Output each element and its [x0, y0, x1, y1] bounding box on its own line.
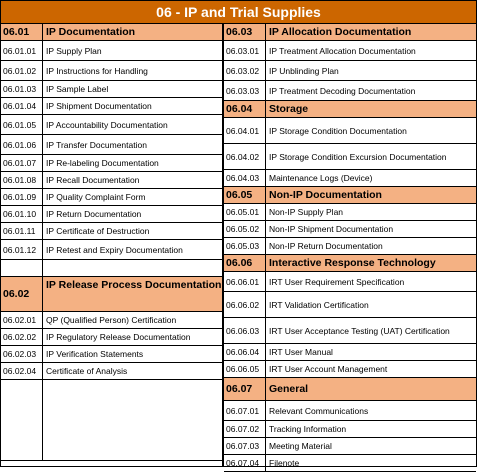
- section-code: 06.03.03: [224, 81, 266, 100]
- section-label: QP (Qualified Person) Certification: [46, 315, 177, 325]
- section-label: IP Accountability Documentation: [46, 119, 168, 130]
- section-label: Certificate of Analysis: [46, 366, 128, 376]
- section-label: Interactive Response Technology: [269, 257, 436, 269]
- table-row: [1, 346, 222, 363]
- table-row: [224, 118, 476, 144]
- section-label: General: [269, 383, 309, 395]
- section-code: 06.01: [1, 24, 43, 40]
- table-row: [224, 170, 476, 187]
- section-code: 06.04.01: [224, 118, 266, 143]
- section-code: 06.01.10: [1, 206, 43, 222]
- section-label: Non-IP Return Documentation: [269, 241, 383, 251]
- section-label: Relevant Communications: [269, 405, 369, 416]
- section-label: IRT User Account Management: [269, 364, 388, 374]
- section-label: IP Recall Documentation: [46, 175, 140, 185]
- section-code: 06.05.01: [224, 204, 266, 220]
- table-row: [224, 318, 476, 344]
- section-label: IP Certificate of Destruction: [46, 226, 150, 236]
- section-label: IP Transfer Documentation: [46, 139, 147, 150]
- section-label: Meeting Material: [269, 441, 332, 451]
- right-column: [224, 24, 476, 472]
- section-code: 06.07.03: [224, 438, 266, 454]
- section-label: IP Quality Complaint Form: [46, 192, 146, 202]
- section-label: IP Return Documentation: [46, 209, 142, 219]
- table-row: [1, 135, 222, 155]
- table-row: [1, 61, 222, 81]
- table-row: [224, 61, 476, 81]
- section-code: 06.06.01: [224, 272, 266, 291]
- section-label: Non-IP Supply Plan: [269, 207, 344, 217]
- table-row: [1, 363, 222, 380]
- table-row: [224, 438, 476, 455]
- section-label: IP Storage Condition Documentation: [269, 125, 407, 136]
- section-code: 06.01.08: [1, 172, 43, 188]
- section-code: 06.02: [1, 277, 43, 311]
- section-code: 06.06.04: [224, 344, 266, 360]
- section-code: 06.07.02: [224, 421, 266, 437]
- section-label: [43, 260, 222, 276]
- table-row: [1, 41, 222, 61]
- section-label: IP Treatment Decoding Documentation: [269, 85, 416, 96]
- section-code: 06.01.02: [1, 61, 43, 80]
- section-code: 06.03.02: [224, 61, 266, 80]
- section-label: IP Regulatory Release Documentation: [46, 332, 191, 342]
- section-label: IP Shipment Documentation: [46, 101, 152, 111]
- section-code: [1, 260, 43, 276]
- section-code: 06.01.05: [1, 115, 43, 134]
- section-code: 06.05.02: [224, 221, 266, 237]
- section-header: [1, 277, 222, 312]
- table-row: [1, 189, 222, 206]
- section-label: Filenote: [269, 458, 300, 468]
- section-label: IP Allocation Documentation: [269, 26, 412, 38]
- section-code: 06.01.06: [1, 135, 43, 154]
- section-code: 06.02.02: [1, 329, 43, 345]
- table-row: [224, 221, 476, 238]
- table-row: [1, 223, 222, 240]
- section-code: 06.03: [224, 24, 266, 40]
- table-row: [224, 292, 476, 318]
- section-code: 06.02.01: [1, 312, 43, 328]
- section-code: 06.05.03: [224, 238, 266, 254]
- table-row: [224, 361, 476, 378]
- page-title: 06 - IP and Trial Supplies: [1, 1, 476, 24]
- table-row: [1, 312, 222, 329]
- section-code: 06.01.07: [1, 155, 43, 171]
- section-code: 06.01.11: [1, 223, 43, 239]
- section-code: 06.05: [224, 187, 266, 203]
- table-row: [224, 81, 476, 101]
- section-label: IP Unblinding Plan: [269, 65, 339, 76]
- section-label: IRT User Acceptance Testing (UAT) Certification: [269, 325, 450, 336]
- section-code: 06.06.02: [224, 292, 266, 317]
- table-row: [224, 144, 476, 170]
- section-code: 06.02.04: [1, 363, 43, 379]
- section-code: 06.03.01: [224, 41, 266, 60]
- section-code: 06.04.02: [224, 144, 266, 169]
- table-row: [224, 204, 476, 221]
- section-code: 06.04: [224, 101, 266, 117]
- section-label: IP Supply Plan: [46, 45, 102, 56]
- table-row: [1, 98, 222, 115]
- section-label: Maintenance Logs (Device): [269, 173, 373, 183]
- table-row: [224, 401, 476, 421]
- table-row: [1, 115, 222, 135]
- section-code: 06.04.03: [224, 170, 266, 186]
- section-code: 06.01.01: [1, 41, 43, 60]
- section-label: IP Release Process Documentation: [46, 279, 222, 291]
- table-row: [1, 206, 222, 223]
- section-label: IP Verification Statements: [46, 349, 144, 359]
- section-label: IRT Validation Certification: [269, 299, 369, 310]
- table-row: [1, 329, 222, 346]
- section-label: IRT User Manual: [269, 347, 333, 357]
- section-header: [1, 24, 222, 41]
- section-label: IP Instructions for Handling: [46, 65, 148, 76]
- section-code: 06.01.12: [1, 240, 43, 259]
- section-label: IRT User Requirement Specification: [269, 276, 405, 287]
- section-label: IP Retest and Expiry Documentation: [46, 244, 183, 255]
- table-row: [224, 455, 476, 472]
- table-row: [1, 172, 222, 189]
- table-row: [1, 81, 222, 98]
- left-column: [1, 24, 222, 461]
- section-label: IP Storage Condition Excursion Documentation: [269, 151, 447, 162]
- section-code: 06.01.03: [1, 81, 43, 97]
- section-header: [224, 187, 476, 204]
- table-row: [224, 344, 476, 361]
- section-code: [1, 380, 43, 460]
- section-label: Storage: [269, 103, 309, 115]
- section-code: 06.07: [224, 378, 266, 400]
- section-header: [224, 378, 476, 401]
- section-code: 06.01.09: [1, 189, 43, 205]
- blank-row: [1, 380, 222, 461]
- section-label: IP Sample Label: [46, 84, 109, 94]
- section-code: 06.07.04: [224, 455, 266, 471]
- section-code: 06.02.03: [1, 346, 43, 362]
- section-header: [224, 101, 476, 118]
- section-code: 06.07.01: [224, 401, 266, 420]
- table-row: [1, 155, 222, 172]
- table-row: [1, 240, 222, 260]
- section-label: Non-IP Documentation: [269, 189, 382, 201]
- section-label: [43, 380, 222, 460]
- table-row: [224, 238, 476, 255]
- section-label: Non-IP Shipment Documentation: [269, 224, 394, 234]
- section-code: 06.06.05: [224, 361, 266, 377]
- table-row: [224, 421, 476, 438]
- section-label: IP Treatment Allocation Documentation: [269, 45, 416, 56]
- section-label: IP Documentation: [46, 26, 136, 38]
- section-header: [224, 255, 476, 272]
- section-header: [224, 24, 476, 41]
- section-code: 06.06.03: [224, 318, 266, 343]
- table-row: [224, 41, 476, 61]
- section-code: 06.06: [224, 255, 266, 271]
- section-code: 06.01.04: [1, 98, 43, 114]
- table-row: [224, 272, 476, 292]
- section-label: Tracking Information: [269, 424, 347, 434]
- section-label: IP Re-labeling Documentation: [46, 158, 159, 168]
- blank-row: [1, 260, 222, 277]
